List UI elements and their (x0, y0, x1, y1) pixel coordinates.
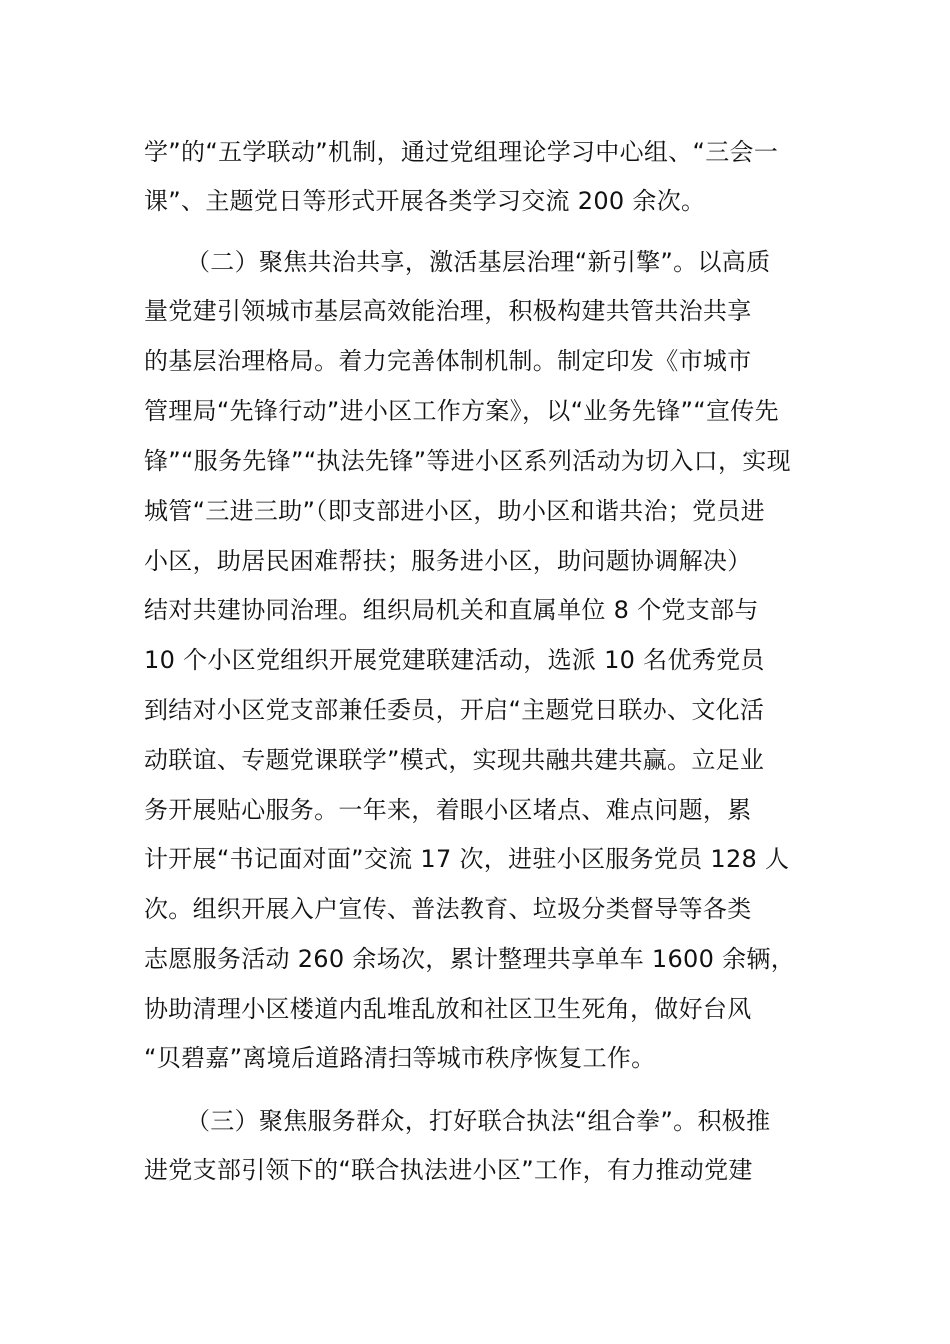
text-line: 次。组织开展入户宣传、普法教育、垃圾分类督导等各类 (144, 895, 752, 923)
paragraph-heading-line: （二）聚焦共治共享，激活基层治理“新引擎”。以高质 (186, 248, 771, 276)
text-line: 锋”“服务先锋”“执法先锋”等进小区系列活动为切入口，实现 (144, 447, 791, 475)
text-line: 结对共建协同治理。组织局机关和直属单位 8 个党支部与 (144, 596, 759, 624)
text-line: 协助清理小区楼道内乱堆乱放和社区卫生死角，做好台风 (144, 995, 752, 1023)
text-line: “贝碧嘉”离境后道路清扫等城市秩序恢复工作。 (144, 1044, 656, 1072)
text-line: 计开展“书记面对面”交流 17 次，进驻小区服务党员 128 人 (144, 845, 790, 873)
text-line: 10 个小区党组织开展党建联建活动，选派 10 名优秀党员 (144, 646, 765, 674)
text-line: 务开展贴心服务。一年来，着眼小区堵点、难点问题，累 (144, 796, 752, 824)
text-line: 课”、主题党日等形式开展各类学习交流 200 余次。 (144, 187, 706, 215)
text-line: 到结对小区党支部兼任委员，开启“主题党日联办、文化活 (144, 696, 765, 724)
text-line: 志愿服务活动 260 余场次，累计整理共享单车 1600 余辆， (144, 945, 796, 973)
text-line: 小区，助居民困难帮扶；服务进小区，助问题协调解决） (144, 547, 752, 575)
text-line: 量党建引领城市基层高效能治理，积极构建共管共治共享 (144, 297, 752, 325)
text-line: 的基层治理格局。着力完善体制机制。制定印发《市城市 (144, 347, 752, 375)
text-line: 城管“三进三助”（即支部进小区，助小区和谐共治；党员进 (144, 497, 765, 525)
paragraph-heading-line: （三）聚焦服务群众，打好联合执法“组合拳”。积极推 (186, 1107, 771, 1135)
text-line: 学”的“五学联动”机制，通过党组理论学习中心组、“三会一 (144, 138, 779, 166)
text-line: 进党支部引领下的“联合执法进小区”工作，有力推动党建 (144, 1156, 753, 1184)
text-line: 动联谊、专题党课联学”模式，实现共融共建共赢。立足业 (144, 746, 765, 774)
text-line: 管理局“先锋行动”进小区工作方案》，以“业务先锋”“宣传先 (144, 397, 779, 425)
